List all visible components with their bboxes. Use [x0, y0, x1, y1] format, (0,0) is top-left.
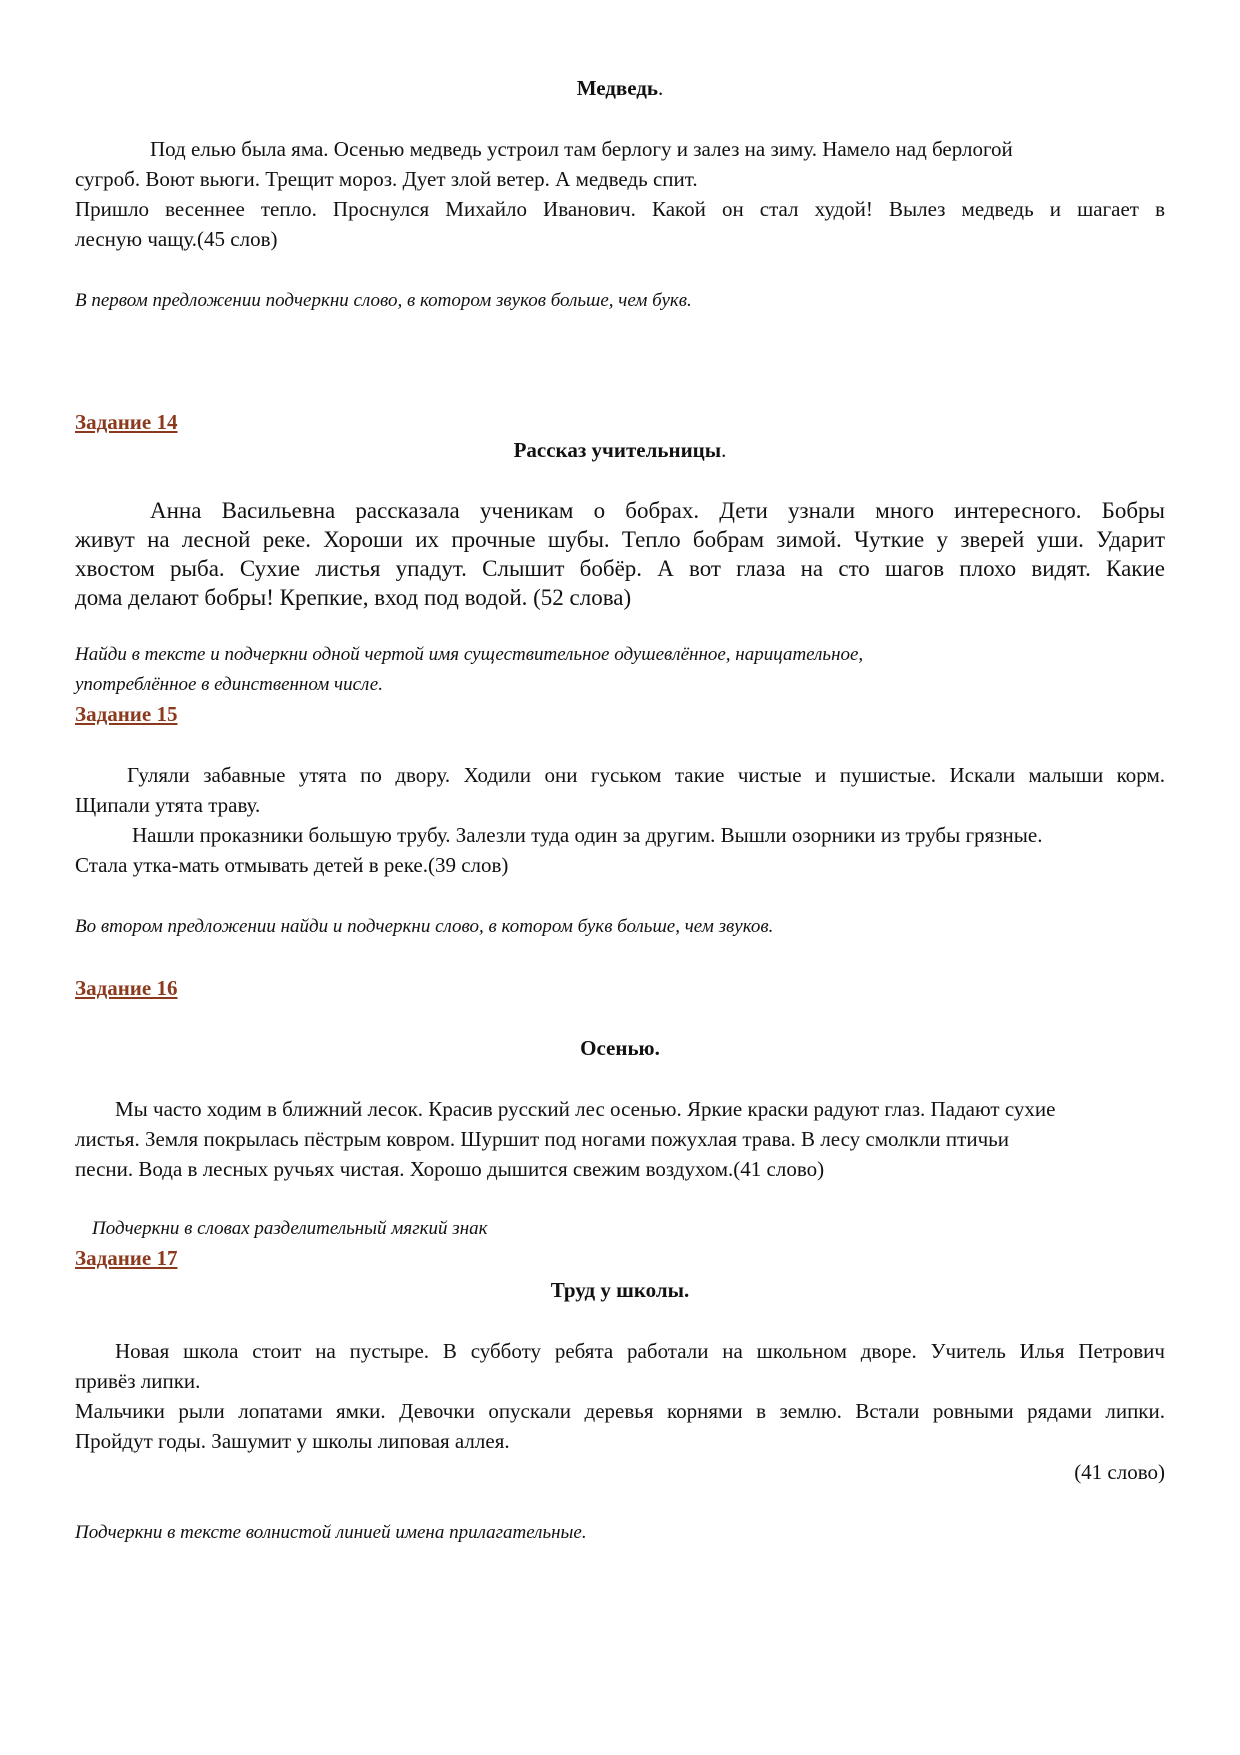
paragraph-line: Щипали утята траву.: [75, 793, 261, 817]
task-instruction: Подчеркни в тексте волнистой линией имена прилагательные.: [75, 1522, 587, 1543]
word-count: (41 слово): [1074, 1460, 1165, 1484]
title-period: .: [658, 76, 664, 100]
story-title-autumn: Осенью.: [580, 1036, 660, 1060]
paragraph-line: Стала утка-мать отмывать детей в реке.(39 слов): [75, 853, 509, 877]
paragraph-line: лесную чащу.(45 слов): [75, 227, 278, 251]
paragraph-line: хвостом рыба. Сухие листья упадут. Слышит бобёр. А вот глаза на сто шагов плохо видят. Какие: [75, 556, 1165, 581]
task-instruction: Найди в тексте и подчеркни одной чертой имя существительное одушевлённое, нарицательное,: [75, 644, 864, 665]
story-title-text: Рассказ учительницы: [513, 438, 722, 462]
paragraph-line: Мы часто ходим в ближний лесок. Красив русский лес осенью. Яркие краски радуют глаз. Падают сухие: [115, 1097, 1056, 1121]
paragraph-line: Новая школа стоит на пустыре. В субботу ребята работали на школьном дворе. Учитель Илья Петрович: [115, 1339, 1165, 1363]
paragraph-line: привёз липки.: [75, 1369, 201, 1393]
paragraph-line: Под елью была яма. Осенью медведь устроил там берлогу и залез на зиму. Намело над берлогой: [150, 137, 1013, 161]
task-instruction: употреблённое в единственном числе.: [75, 674, 383, 695]
paragraph-line: песни. Вода в лесных ручьях чистая. Хорошо дышится свежим воздухом.(41 слово): [75, 1157, 825, 1181]
paragraph-line: Анна Васильевна рассказала ученикам о бобрах. Дети узнали много интересного. Бобры: [150, 498, 1165, 523]
story-title-school: Труд у школы.: [550, 1278, 690, 1302]
paragraph-line: Пройдут годы. Зашумит у школы липовая аллея.: [75, 1429, 510, 1453]
paragraph-line: сугроб. Воют вьюги. Трещит мороз. Дует злой ветер. А медведь спит.: [75, 167, 698, 191]
story-title-text: Медведь: [576, 76, 659, 100]
paragraph-line: живут на лесной реке. Хороши их прочные шубы. Тепло бобрам зимой. Чуткие у зверей уши. Ударит: [75, 527, 1165, 552]
task-label-14: Задание 14: [75, 410, 178, 434]
title-period: .: [721, 438, 727, 462]
paragraph-line: Нашли проказники большую трубу. Залезли туда один за другим. Вышли озорники из трубы грязные.: [132, 823, 1043, 847]
task-instruction: Подчеркни в словах разделительный мягкий знак: [92, 1218, 488, 1239]
story-title-bear: [0, 76, 1240, 101]
task-instruction: Во втором предложении найди и подчеркни слово, в котором букв больше, чем звуков.: [75, 916, 774, 937]
task-instruction: В первом предложении подчеркни слово, в котором звуков больше, чем букв.: [75, 290, 692, 311]
paragraph-line: Пришло весеннее тепло. Проснулся Михайло Иванович. Какой он стал худой! Вылез медведь и шагает в: [75, 197, 1165, 221]
paragraph-line: листья. Земля покрылась пёстрым ковром. Шуршит под ногами пожухлая трава. В лесу смолкли птичьи: [75, 1127, 1009, 1151]
paragraph-line: дома делают бобры! Крепкие, вход под водой. (52 слова): [75, 585, 632, 610]
paragraph-line: Мальчики рыли лопатами ямки. Девочки опускали деревья корнями в землю. Встали ровными рядами липки.: [75, 1399, 1165, 1423]
task-label-16: Задание 16: [75, 976, 178, 1000]
task-label-15: Задание 15: [75, 702, 178, 726]
paragraph-line: Гуляли забавные утята по двору. Ходили они гуськом такие чистые и пушистые. Искали малыши корм.: [127, 763, 1165, 787]
task-label-17: Задание 17: [75, 1246, 178, 1270]
story-title-teacher: [0, 438, 1240, 463]
